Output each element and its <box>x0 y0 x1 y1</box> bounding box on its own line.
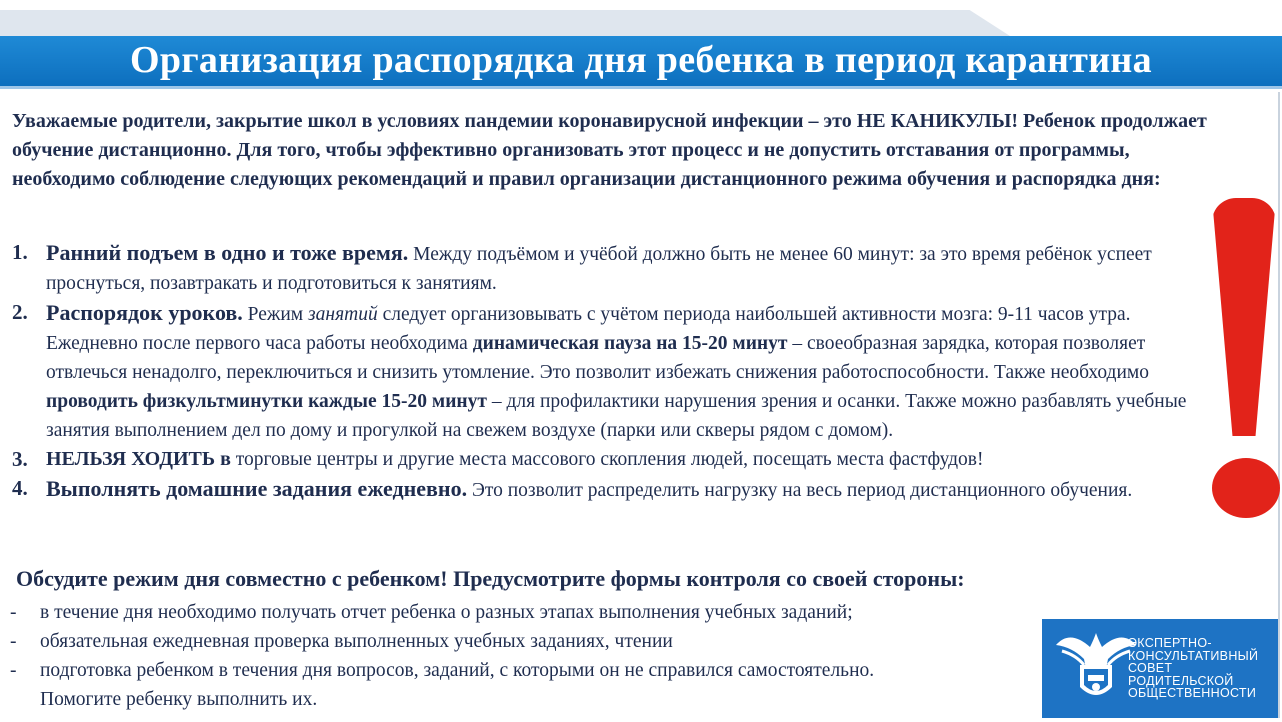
list-item <box>12 298 1222 445</box>
logo-line: ОБЩЕСТВЕННОСТИ <box>1128 686 1257 700</box>
item-text-bold: динамическая пауза на 15-20 минут <box>472 333 788 354</box>
logo-text <box>1128 637 1258 700</box>
bullet-item <box>10 656 1060 685</box>
item-text: следует организовывать с учётом периода наибольшей активности мозга: 9-11 часов утра. Ежедневно после первого часа работы необходима <box>46 304 1131 354</box>
bullet-text: подготовка ребенком в течения дня вопросов, заданий, с которыми он не справился самостоятельно. <box>40 660 875 681</box>
item-text-bold: проводить физкультминутки каждые 15-20 минут <box>46 391 487 412</box>
control-forms-list <box>10 598 1060 714</box>
bullet-text: Помогите ребенку выполнить их. <box>40 689 318 710</box>
council-logo <box>1042 619 1278 718</box>
item-text: торговые центры и другие места массового скопления людей, посещать места фастфудов! <box>235 449 984 470</box>
bullet-text: в течение дня необходимо получать отчет ребенка о разных этапах выполнения учебных заданий; <box>40 602 853 623</box>
item-heading: Выполнять домашние задания ежедневно. <box>46 476 468 501</box>
intro-paragraph: Уважаемые родители, закрытие школ в условиях пандемии коронавирусной инфекции – это НЕ КАНИКУЛЫ! Ребенок продолжает обучение дистанционно. Для того, чтобы эффективно организовать этот процесс и не допустить отставания от программы, необходимо соблюдение следующих рекомендаций и правил организации дистанционного режима обучения и распорядка дня: <box>12 110 1207 190</box>
closing-heading: Обсудите режим дня совместно с ребенком! Предусмотрите формы контроля со своей стороны: <box>16 566 965 591</box>
bullet-text: обязательная ежедневная проверка выполненных учебных заданиях, чтении <box>40 631 673 652</box>
recommendations-list <box>12 238 1222 505</box>
logo-line: РОДИТЕЛЬСКОЙ <box>1128 673 1234 688</box>
logo-line: СОВЕТ <box>1128 661 1173 675</box>
top-shade-decoration <box>0 10 1010 36</box>
item-text: Это позволит распределить нагрузку на весь период дистанционного обучения. <box>471 480 1133 501</box>
bullet-dash: - <box>10 631 17 652</box>
bullet-continuation <box>10 685 1060 714</box>
list-item <box>12 238 1222 298</box>
title-underline <box>0 86 1282 89</box>
list-item <box>12 474 1222 505</box>
bullet-dash: - <box>10 660 17 681</box>
page-title: Организация распорядка дня ребенка в период карантина <box>130 39 1152 81</box>
item-text: – своеобразная зарядка, которая позволяет отвлечься ненадолго, переключиться и снизить утомление. Это позволит избежать снижения работоспособности. Также необходимо <box>46 333 1149 383</box>
item-number: 2. <box>12 300 28 324</box>
item-heading: Ранний подъем в одно и тоже время. <box>46 240 409 265</box>
item-number: 3. <box>12 447 28 471</box>
bullet-item <box>10 627 1060 656</box>
logo-line: ЭКСПЕРТНО- <box>1128 636 1212 650</box>
bullet-dash: - <box>10 602 17 623</box>
item-heading: НЕЛЬЗЯ ХОДИТЬ в <box>46 448 231 470</box>
item-text-italic: занятий <box>308 304 378 325</box>
item-number: 4. <box>12 476 28 500</box>
exclamation-dot-icon <box>1212 458 1280 518</box>
logo-line: КОНСУЛЬТАТИВНЫЙ <box>1128 648 1259 663</box>
list-item <box>12 445 1222 474</box>
item-text: Между подъёмом и учёбой должно быть не менее 60 минут: за это время ребёнок успеет проснуться, позавтракать и подготовиться к занятиям. <box>46 244 1152 294</box>
item-heading: Распорядок уроков. <box>46 300 243 325</box>
item-text: – для профилактики нарушения зрения и осанки. Также можно разбавлять учебные занятия выполнением дел по дому и прогулкой на свежем воздухе (парки или скверы рядом с домом). <box>46 391 1187 441</box>
item-number: 1. <box>12 240 28 264</box>
bullet-item <box>10 598 1060 627</box>
item-text: Режим <box>247 304 304 325</box>
